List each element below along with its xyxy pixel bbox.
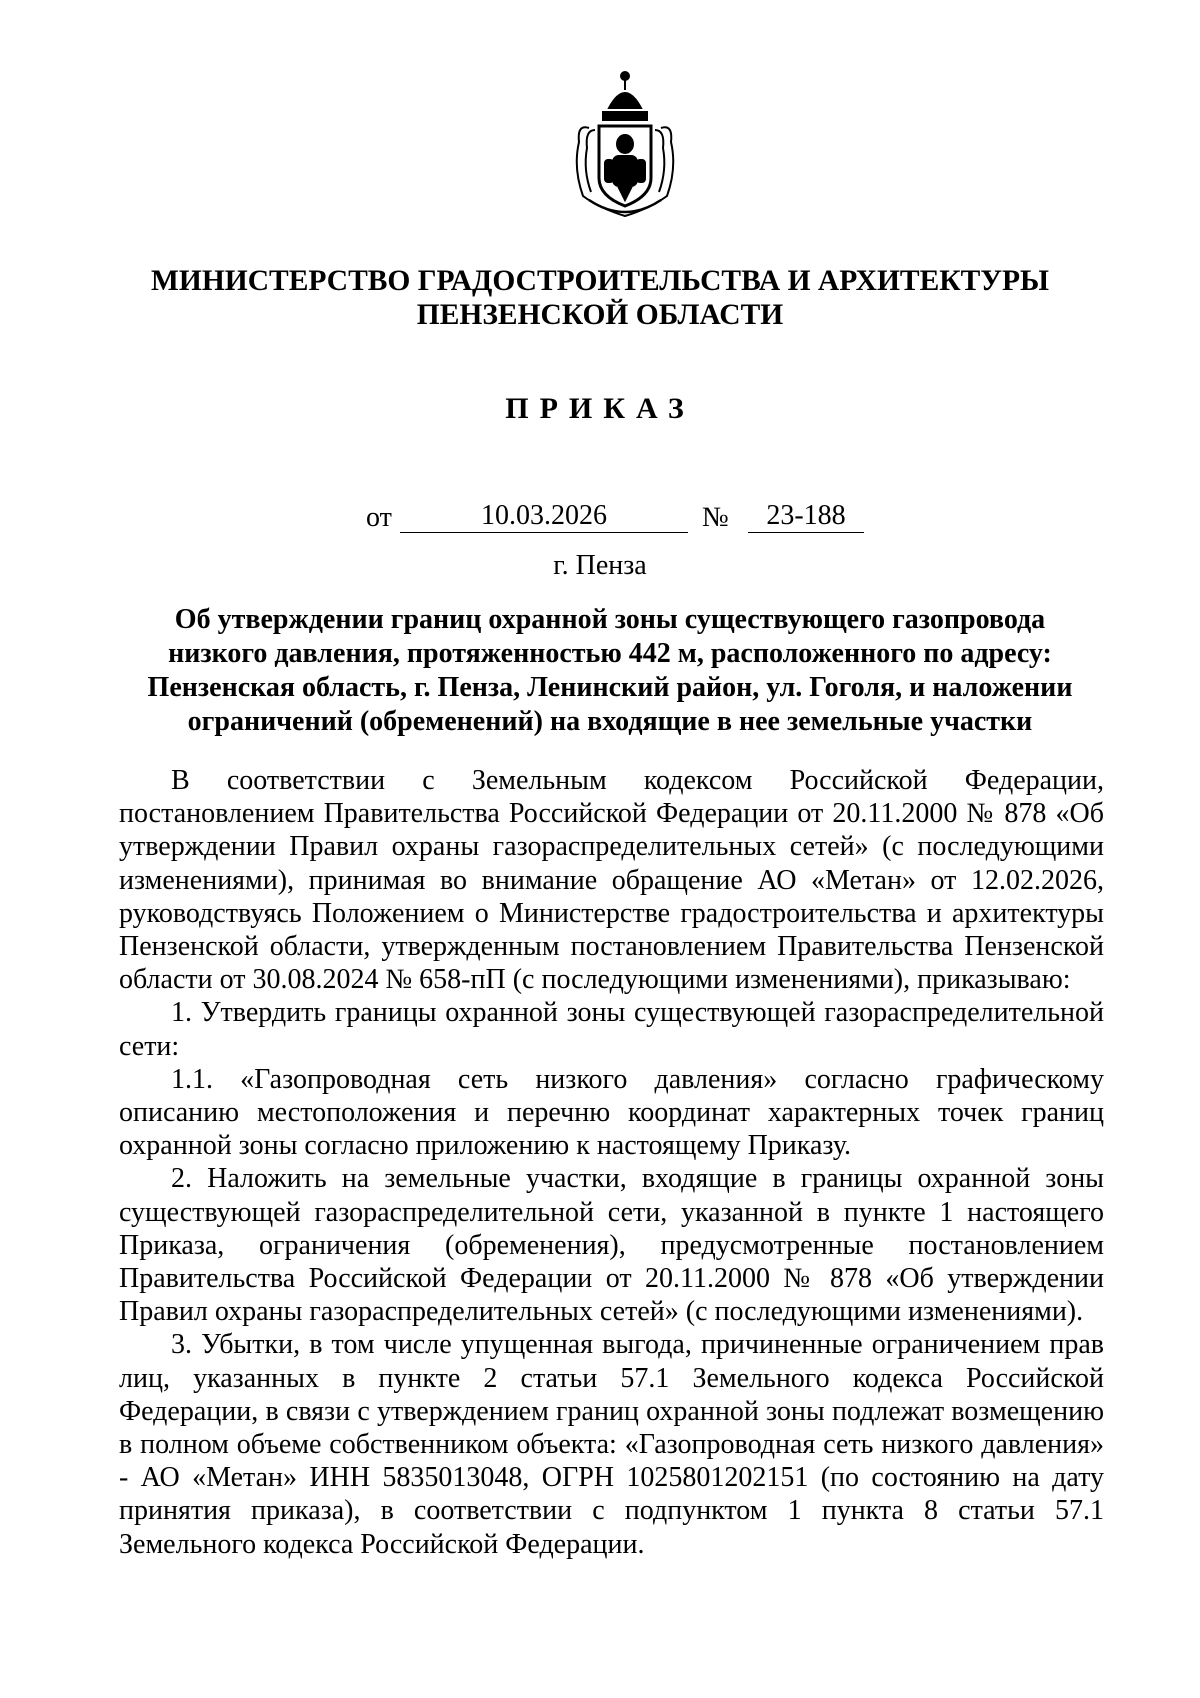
body-paragraph: 1. Утвердить границы охранной зоны существующей газораспределительной сети: [119, 997, 1104, 1062]
document-number: 23-188 [748, 500, 864, 533]
organization-name-line1: МИНИСТЕРСТВО ГРАДОСТРОИТЕЛЬСТВА И АРХИТЕКТУРЫ [151, 265, 1049, 297]
coat-of-arms-icon [569, 68, 681, 220]
document-title: Об утверждении границ охранной зоны существующего газопровода низкого давления, протяженностью 442 м, расположенного по адресу: Пензенская область, г. Пенза, Ленинский район, ул. Гоголя, и наложении ограничений (обременений) на входящие в нее земельные участки [147, 604, 1073, 737]
organization-name-line2: ПЕНЗЕНСКОЙ ОБЛАСТИ [416, 299, 784, 331]
document-type: ПРИКАЗ [505, 392, 695, 425]
body-paragraph: В соответствии с Земельным кодексом Российской Федерации, постановлением Правительства Российской Федерации от 20.11.2000 № 878 «Об утверждении Правил охраны газораспределительных сетей» (с последующими изменениями), принимая во внимание обращение АО «Метан» от 12.02.2026, руководствуясь Положением о Министерстве градостроительства и архитектуры Пензенской области, утвержденным постановлением Правительства Пензенской области от 30.08.2024 № 658-пП (с последующими изменениями), приказываю: [119, 765, 1104, 996]
document-date: 10.03.2026 [400, 500, 688, 533]
number-prefix: № [702, 502, 729, 533]
document-body [119, 764, 1104, 1561]
organization-name [0, 264, 1200, 332]
body-paragraph: 1.1. «Газопроводная сеть низкого давления» согласно графическому описанию местоположения и перечню координат характерных точек границ охранной зоны согласно приложению к настоящему Приказу. [119, 1063, 1104, 1162]
date-prefix: от [366, 502, 392, 533]
body-paragraph: 2. Наложить на земельные участки, входящие в границы охранной зоны существующей газораспределительной сети, указанной в пункте 1 настоящего Приказа, ограничения (обременения), предусмотренные постановлением Правительства Российской Федерации от 20.11.2000 № 878 «Об утверждении Правил охраны газораспределительных сетей» (с последующими изменениями). [119, 1163, 1104, 1328]
document-city: г. Пенза [553, 550, 647, 581]
body-paragraph: 3. Убытки, в том числе упущенная выгода, причиненные ограничением прав лиц, указанных в пункте 2 статьи 57.1 Земельного кодекса Российской Федерации, в связи с утверждением границ охранной зоны подлежат возмещению в полном объеме собственником объекта: «Газопроводная сеть низкого давления» - АО «Метан» ИНН 5835013048, ОГРН 1025801202151 (по состоянию на дату принятия приказа), в соответствии с подпунктом 1 пункта 8 статьи 57.1 Земельного кодекса Российской Федерации. [119, 1329, 1104, 1560]
